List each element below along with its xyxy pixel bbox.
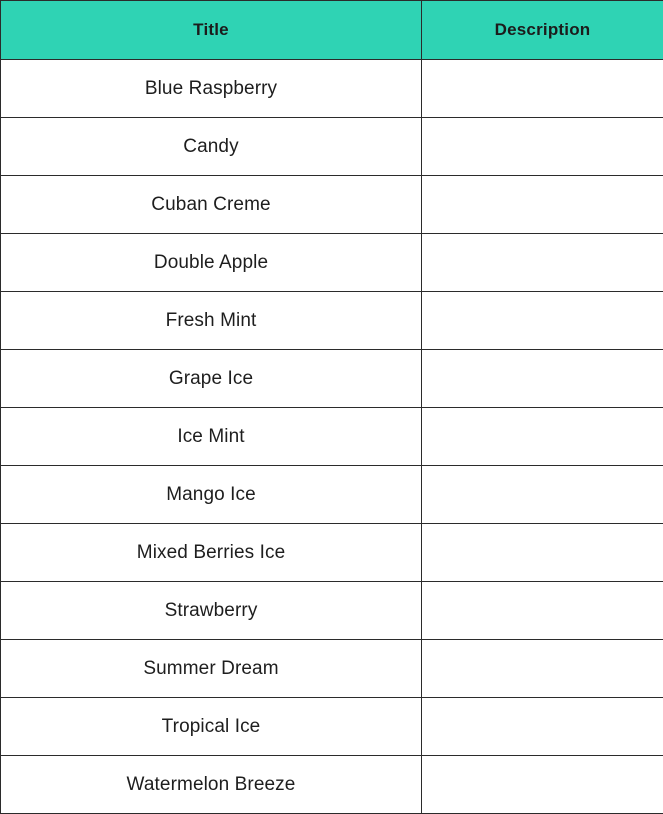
- cell-title: Mango Ice: [1, 466, 422, 524]
- table-row[interactable]: [1, 466, 663, 524]
- table-row[interactable]: [1, 234, 663, 292]
- table-row[interactable]: [1, 118, 663, 176]
- cell-title: Summer Dream: [1, 640, 422, 698]
- cell-title: Grape Ice: [1, 350, 422, 408]
- cell-title: Blue Raspberry: [1, 60, 422, 118]
- table-header: [1, 1, 663, 60]
- table-row[interactable]: [1, 524, 663, 582]
- cell-title: Double Apple: [1, 234, 422, 292]
- table-row[interactable]: [1, 756, 663, 814]
- cell-title: Cuban Creme: [1, 176, 422, 234]
- cell-description: [422, 582, 663, 640]
- cell-description: [422, 292, 663, 350]
- cell-description: [422, 524, 663, 582]
- cell-description: [422, 408, 663, 466]
- column-header-title[interactable]: Title: [1, 1, 422, 60]
- cell-description: [422, 350, 663, 408]
- column-header-description[interactable]: Description: [422, 1, 663, 60]
- cell-description: [422, 640, 663, 698]
- table-row[interactable]: [1, 640, 663, 698]
- cell-description: [422, 698, 663, 756]
- cell-title: Candy: [1, 118, 422, 176]
- cell-title: Strawberry: [1, 582, 422, 640]
- cell-title: Fresh Mint: [1, 292, 422, 350]
- table-row[interactable]: [1, 292, 663, 350]
- header-row: [1, 1, 663, 60]
- cell-description: [422, 118, 663, 176]
- cell-description: [422, 756, 663, 814]
- cell-description: [422, 60, 663, 118]
- table-row[interactable]: [1, 698, 663, 756]
- cell-title: Tropical Ice: [1, 698, 422, 756]
- cell-title: Ice Mint: [1, 408, 422, 466]
- table-row[interactable]: [1, 350, 663, 408]
- table-row[interactable]: [1, 60, 663, 118]
- cell-title: Mixed Berries Ice: [1, 524, 422, 582]
- table-row[interactable]: [1, 582, 663, 640]
- cell-description: [422, 176, 663, 234]
- table-row[interactable]: [1, 176, 663, 234]
- cell-title: Watermelon Breeze: [1, 756, 422, 814]
- cell-description: [422, 466, 663, 524]
- cell-description: [422, 234, 663, 292]
- table-body: [1, 60, 663, 814]
- table-row[interactable]: [1, 408, 663, 466]
